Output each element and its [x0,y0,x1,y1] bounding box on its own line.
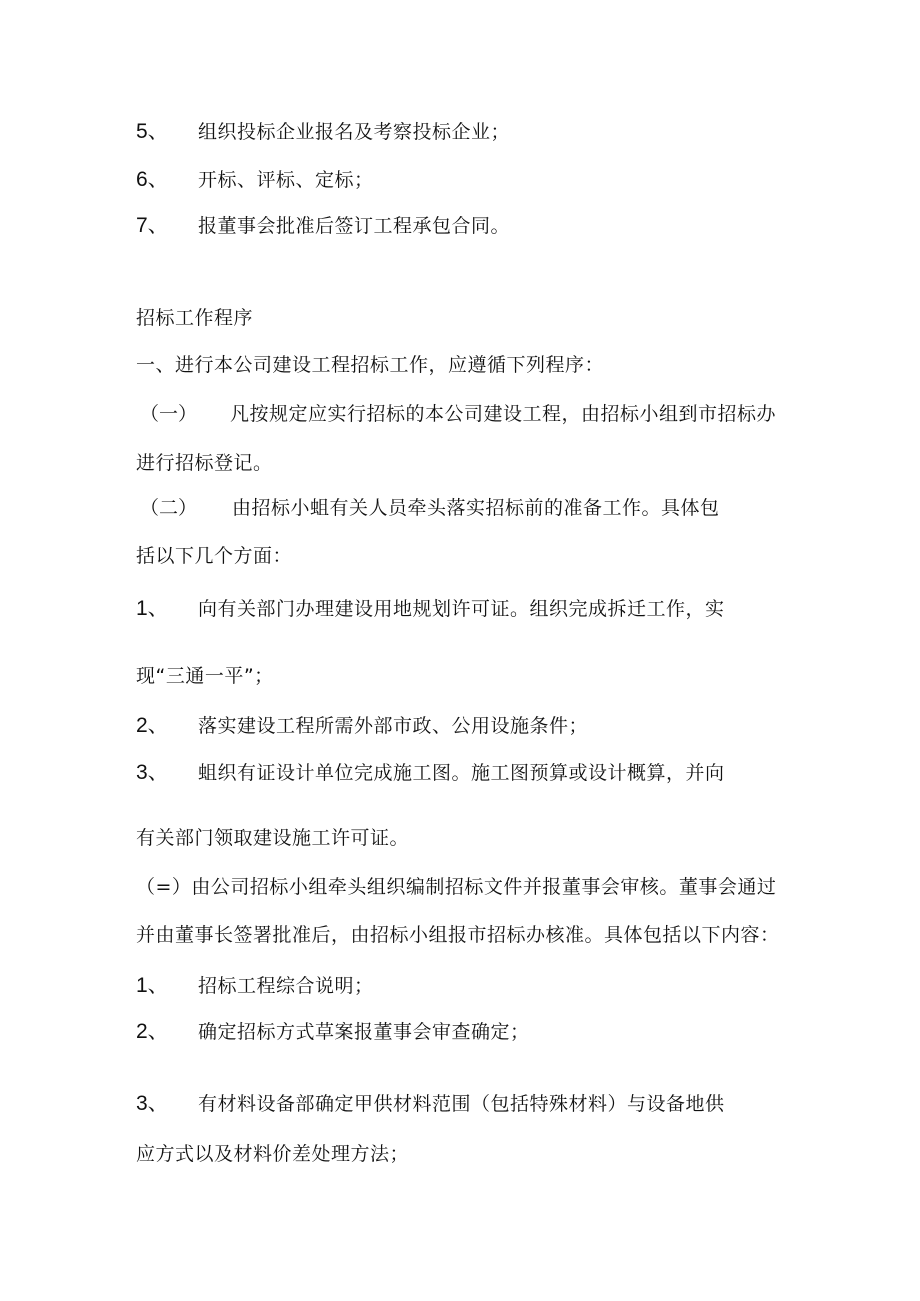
part-three-text: （=）由公司招标小组牵头组织编制招标文件并报董事会审核。董事会通过 [136,876,777,898]
part-three-continuation: 并由董事长签署批准后，由招标小组报市招标办核准。具体包括以下内容： [136,924,780,946]
item-number: 2、 [136,1020,169,1043]
section-title: 招标工作程序 [136,307,254,329]
part-two-label: （二） [140,497,198,519]
item-continuation: 现“三通一平”； [136,665,274,687]
item-number: 5、 [136,120,169,143]
part-one-continuation: 进行招标登记。 [136,452,273,474]
item-number: 3、 [136,761,169,784]
item-number: 1、 [136,974,169,997]
item-text: 组织投标企业报名及考察投标企业； [198,121,511,143]
intro-paragraph: 一、进行本公司建设工程招标工作，应遵循下列程序： [136,354,605,376]
item-continuation: 应方式以及材料价差处理方法； [136,1143,410,1165]
part-two-text: 由招标小蛆有关人员牵头落实招标前的准备工作。具体包 [232,497,720,519]
part-two-continuation: 括以下几个方面： [136,545,293,567]
part-one-text: 凡按规定应实行招标的本公司建设工程，由招标小组到市招标办 [230,403,777,425]
item-number: 1、 [136,597,169,620]
item-text: 蛆织有证设计单位完成施工图。施工图预算或设计概算，并向 [198,762,725,784]
item-number: 2、 [136,714,169,737]
part-one-label: （一） [140,403,198,425]
item-text: 有材料设备部确定甲供材料范围（包括特殊材料）与设备地供 [198,1093,725,1115]
item-number: 6、 [136,168,169,191]
item-text: 招标工程综合说明； [198,975,374,997]
item-text: 确定招标方式草案报董事会审查确定； [198,1021,530,1043]
item-text: 向有关部门办理建设用地规划许可证。组织完成拆迁工作，实 [198,598,725,620]
item-continuation: 有关部门领取建设施工许可证。 [136,827,410,849]
item-number: 3、 [136,1092,169,1115]
item-text: 开标、评标、定标； [198,169,374,191]
item-text: 报董事会批准后签订工程承包合同。 [198,215,511,237]
item-text: 落实建设工程所需外部市政、公用设施条件； [198,715,589,737]
item-number: 7、 [136,214,169,237]
